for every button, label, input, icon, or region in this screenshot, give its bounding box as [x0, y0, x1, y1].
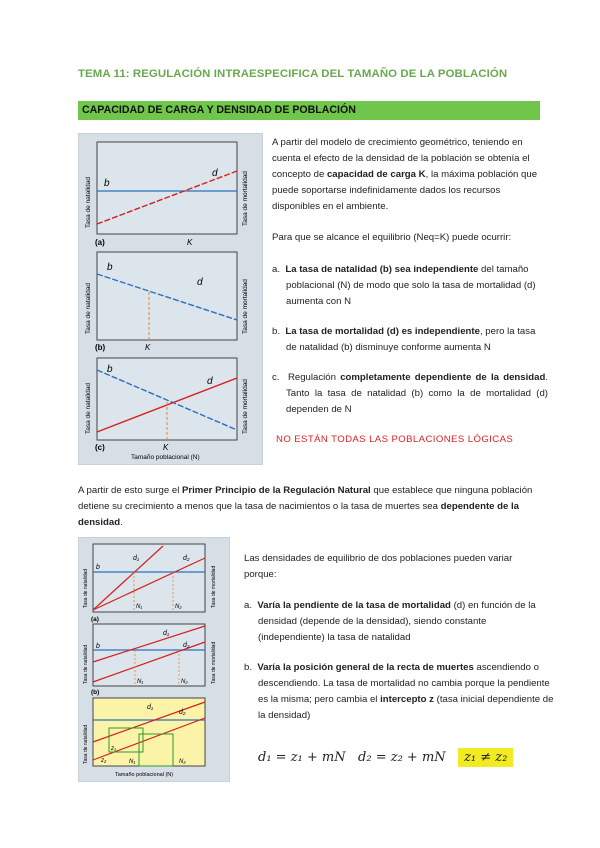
- section-header-bar: [78, 101, 540, 120]
- fig2-panel-b: [83, 624, 217, 696]
- principle-paragraph: [78, 483, 540, 531]
- variation-b-text-2: (tasa inicial dependiente de la densidad): [258, 694, 554, 721]
- case-b-bold: La tasa de mortalidad (d) es independiente: [285, 326, 480, 337]
- fig2b-b-label: b: [96, 643, 100, 650]
- fig2a-b-label: b: [96, 564, 100, 571]
- principle-bold-2: dependente de la densidad: [78, 501, 520, 528]
- principle-text-2: que establece que ninguna población detiene su crecimiento a menos que la tasa de nacimientos o la tasa de muertes sea: [78, 485, 533, 512]
- case-b-mark: b.: [272, 326, 281, 337]
- fig2-panel-c: [83, 698, 205, 778]
- panel-c-ylabel-right: Tasa de mortalidad: [242, 379, 249, 434]
- intro-text-2: , la máxima población que puede soportarse indefinidamente dados los recursos disponibles en el ambiente.: [272, 169, 538, 212]
- fig2a-d1-label: d₁: [133, 555, 140, 562]
- case-c-bold: completamente dependiente de la densidad: [340, 372, 546, 383]
- panel-a-k-label: K: [187, 238, 193, 247]
- case-a: [272, 262, 548, 310]
- panel-b: [85, 252, 249, 352]
- principle-text-3: .: [120, 517, 123, 528]
- figure-2-svg: [79, 538, 229, 781]
- fig2a-d2-label: d₂: [183, 555, 190, 562]
- panel-a: [85, 142, 249, 247]
- panel-b-k-label: K: [145, 343, 151, 352]
- panel-b-b-label: b: [107, 262, 113, 273]
- case-c-text-2: . Tanto la tasa de natalidad (b) como la de mortalidad (d) dependen de N: [286, 372, 549, 415]
- variation-a-bold: Varía la pendiente de la tasa de mortalidad: [257, 600, 451, 611]
- formula-d1: d₁ = z₁ + mN: [258, 750, 346, 765]
- page-title: TEMA 11: REGULACIÓN INTRAESPECIFICA DEL TAMAÑO DE LA POBLACIÓN: [78, 68, 508, 80]
- panel-c-b-label: b: [107, 364, 113, 375]
- fig2c-d1-label: d₁: [147, 704, 154, 711]
- panel-a-ylabel-right: Tasa de mortalidad: [242, 171, 249, 226]
- intro-carrying-capacity: capacidad de carga K: [326, 169, 426, 180]
- panel-b-ylabel-left: Tasa de natalidad: [85, 283, 92, 334]
- fig2a-ylabel-left: Tasa de natalidad: [83, 568, 89, 608]
- formula-row: [258, 750, 513, 765]
- variation-b-text-1: ascendiendo o descendiendo. La tasa de mortalidad no cambia porque la pendiente es la misma; pero cambia el: [258, 662, 550, 705]
- variation-b-intercept: intercepto z: [380, 694, 434, 705]
- figure-birth-death-rates: [78, 133, 263, 465]
- case-a-mark: a.: [272, 264, 281, 275]
- fig2-xlabel: Tamaño poblacional (N): [115, 772, 174, 778]
- fig2c-z2-label: z₂: [101, 758, 107, 764]
- panel-c: [85, 358, 249, 461]
- case-b-text: , pero la tasa de natalidad (b) disminuye conforme aumenta N: [286, 326, 536, 353]
- fig2b-d2-label: d₂: [183, 642, 190, 649]
- warning-note: NO ESTÁN TODAS LAS POBLACIONES LÓGICAS: [276, 434, 514, 445]
- fig2c-z1-label: z₁: [111, 746, 116, 752]
- intro-paragraph: [272, 135, 540, 215]
- fig2c-ylabel-left: Tasa de natalidad: [83, 724, 89, 764]
- fig2c-d2-label: d₂: [179, 709, 186, 716]
- fig1-xlabel: Tamaño poblacional (N): [131, 454, 200, 461]
- formula-inequality: z₁ ≠ z₂: [458, 748, 513, 767]
- variation-b-bold: Varía la posición general de la recta de muertes: [257, 662, 474, 673]
- fig2a-ylabel-right: Tasa de mortalidad: [211, 565, 217, 608]
- fig2b-tag: (b): [91, 689, 100, 696]
- formula-d2: d₂ = z₂ + mN: [358, 750, 446, 765]
- fig2b-ylabel-left: Tasa de natalidad: [83, 644, 89, 684]
- fig2-panel-a: [83, 544, 217, 623]
- variation-b: [244, 660, 554, 724]
- case-a-text: del tamaño poblacional (N) de modo que solo la tasa de mortalidad (d) aumenta con N: [286, 264, 536, 307]
- panel-c-tag: (c): [95, 443, 105, 452]
- panel-c-k-label: K: [163, 443, 169, 452]
- fig2b-d1-label: d₁: [163, 630, 170, 637]
- case-b: [272, 324, 548, 356]
- panel-b-d-label: d: [197, 277, 203, 288]
- variation-intro: Las densidades de equilibrio de dos poblaciones pueden variar porque:: [244, 553, 513, 580]
- case-a-bold: La tasa de natalidad (b) sea independiente: [285, 264, 479, 275]
- figure-1-svg: [79, 134, 262, 464]
- panel-a-d-label: d: [212, 168, 218, 179]
- panel-a-tag: (a): [95, 238, 105, 247]
- fig2a-n1-label: N₁: [136, 604, 143, 610]
- principle-title: Primer Principio de la Regulación Natural: [182, 485, 371, 496]
- panel-a-ylabel-left: Tasa de natalidad: [85, 177, 92, 228]
- equilibrium-paragraph: Para que se alcance el equilibrio (Neq=K) puede ocurrir:: [272, 232, 512, 243]
- fig2c-n1-label: N₁: [129, 759, 136, 765]
- section-title: CAPACIDAD DE CARGA Y DENSIDAD DE POBLACIÓN: [82, 104, 356, 116]
- intro-text-1: A partir del modelo de crecimiento geométrico, teniendo en cuenta el efecto de la densidad de la población se obtenía el concepto de: [272, 137, 530, 180]
- variation-a-mark: a.: [244, 600, 253, 611]
- fig2b-n1-label: N₁: [137, 679, 144, 685]
- fig2b-ylabel-right: Tasa de mortalidad: [211, 641, 217, 684]
- panel-a-b-label: b: [104, 178, 110, 189]
- fig2b-n2-label: N₂: [181, 679, 188, 685]
- fig2a-tag: (a): [91, 616, 99, 623]
- case-c-mark: c.: [272, 372, 280, 383]
- panel-c-ylabel-left: Tasa de natalidad: [85, 383, 92, 434]
- panel-b-ylabel-right: Tasa de mortalidad: [242, 279, 249, 334]
- principle-text-1: A partir de esto surge el: [78, 485, 182, 496]
- variation-a: [244, 598, 554, 646]
- panel-c-d-label: d: [207, 376, 213, 387]
- figure-equilibrium-densities: [78, 537, 230, 782]
- fig2a-n2-label: N₂: [175, 604, 182, 610]
- variation-b-mark: b.: [244, 662, 253, 673]
- case-c: [272, 370, 548, 418]
- variation-a-text: (d) en función de la densidad (depende de la densidad), siendo constante (independiente) la tasa de natalidad: [258, 600, 536, 643]
- case-c-text-1: Regulación: [287, 372, 341, 383]
- panel-b-tag: (b): [95, 343, 106, 352]
- fig2c-n2-label: N₂: [179, 759, 186, 765]
